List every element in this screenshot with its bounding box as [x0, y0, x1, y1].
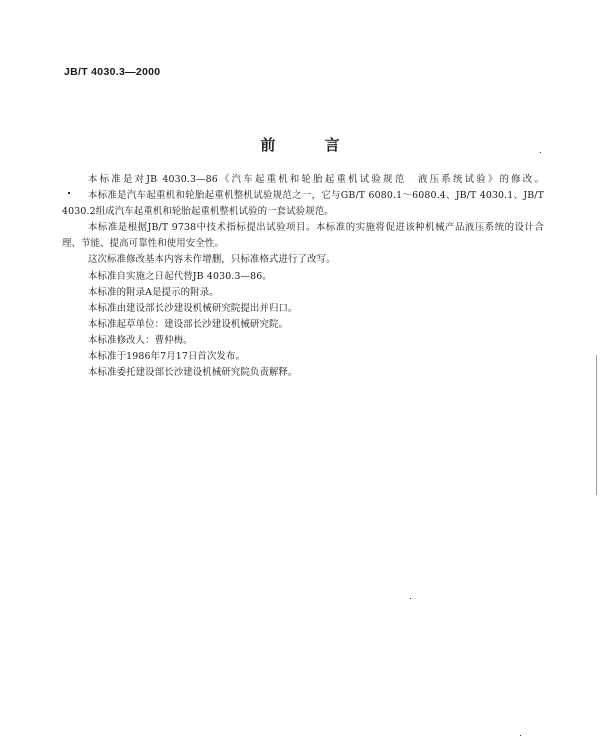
page-title: 前 言: [260, 136, 362, 154]
scan-speck: [68, 192, 70, 194]
paragraph-revision: 本标准是对JB 4030.3—86《汽车起重机和轮胎起重机试验规范 液压系统试验》的修改。: [88, 174, 544, 185]
scan-edge-line: [596, 355, 597, 495]
foreword-body: [62, 172, 544, 381]
paragraph-replaces: 本标准自实施之日起代替JB 4030.3—86。: [88, 270, 272, 282]
paragraph-basis: 本标准是根据JB/T 9738中技术指标提出试验项目。本标准的实施将促进该种机械产品液压系统的设计合理、节能、提高可靠性和使用安全性。: [62, 222, 544, 250]
paragraph-interpretation: 本标准委托建设部长沙建设机械研究院负责解释。: [88, 367, 298, 379]
paragraph-drafter: 本标准起草单位：建设部长沙建设机械研究院。: [88, 318, 289, 330]
paragraph-first-issue: 本标准于1986年7月17日首次发布。: [88, 351, 246, 363]
paragraph-proposer: 本标准由建设部长沙建设机械研究院提出并归口。: [88, 302, 298, 314]
paragraph-test-series: 本标准是汽车起重机和轮胎起重机整机试验规范之一，它与GB/T 6080.1～6080.4、JB/T 4030.1、JB/T 4030.2组成汽车起重机和轮胎起重机整机试验的一套试验规范。: [62, 190, 544, 218]
scan-speck: [520, 735, 521, 736]
paragraph-appendix: 本标准的附录A是提示的附录。: [88, 286, 219, 298]
scan-speck: [540, 152, 541, 153]
paragraph-reviser: 本标准修改人：曹仲梅。: [88, 334, 193, 346]
scan-speck: [410, 598, 411, 599]
paragraph-changes: 这次标准修改基本内容未作增删，只标准格式进行了改写。: [88, 254, 336, 266]
document-code: JB/T 4030.3—2000: [64, 66, 161, 78]
